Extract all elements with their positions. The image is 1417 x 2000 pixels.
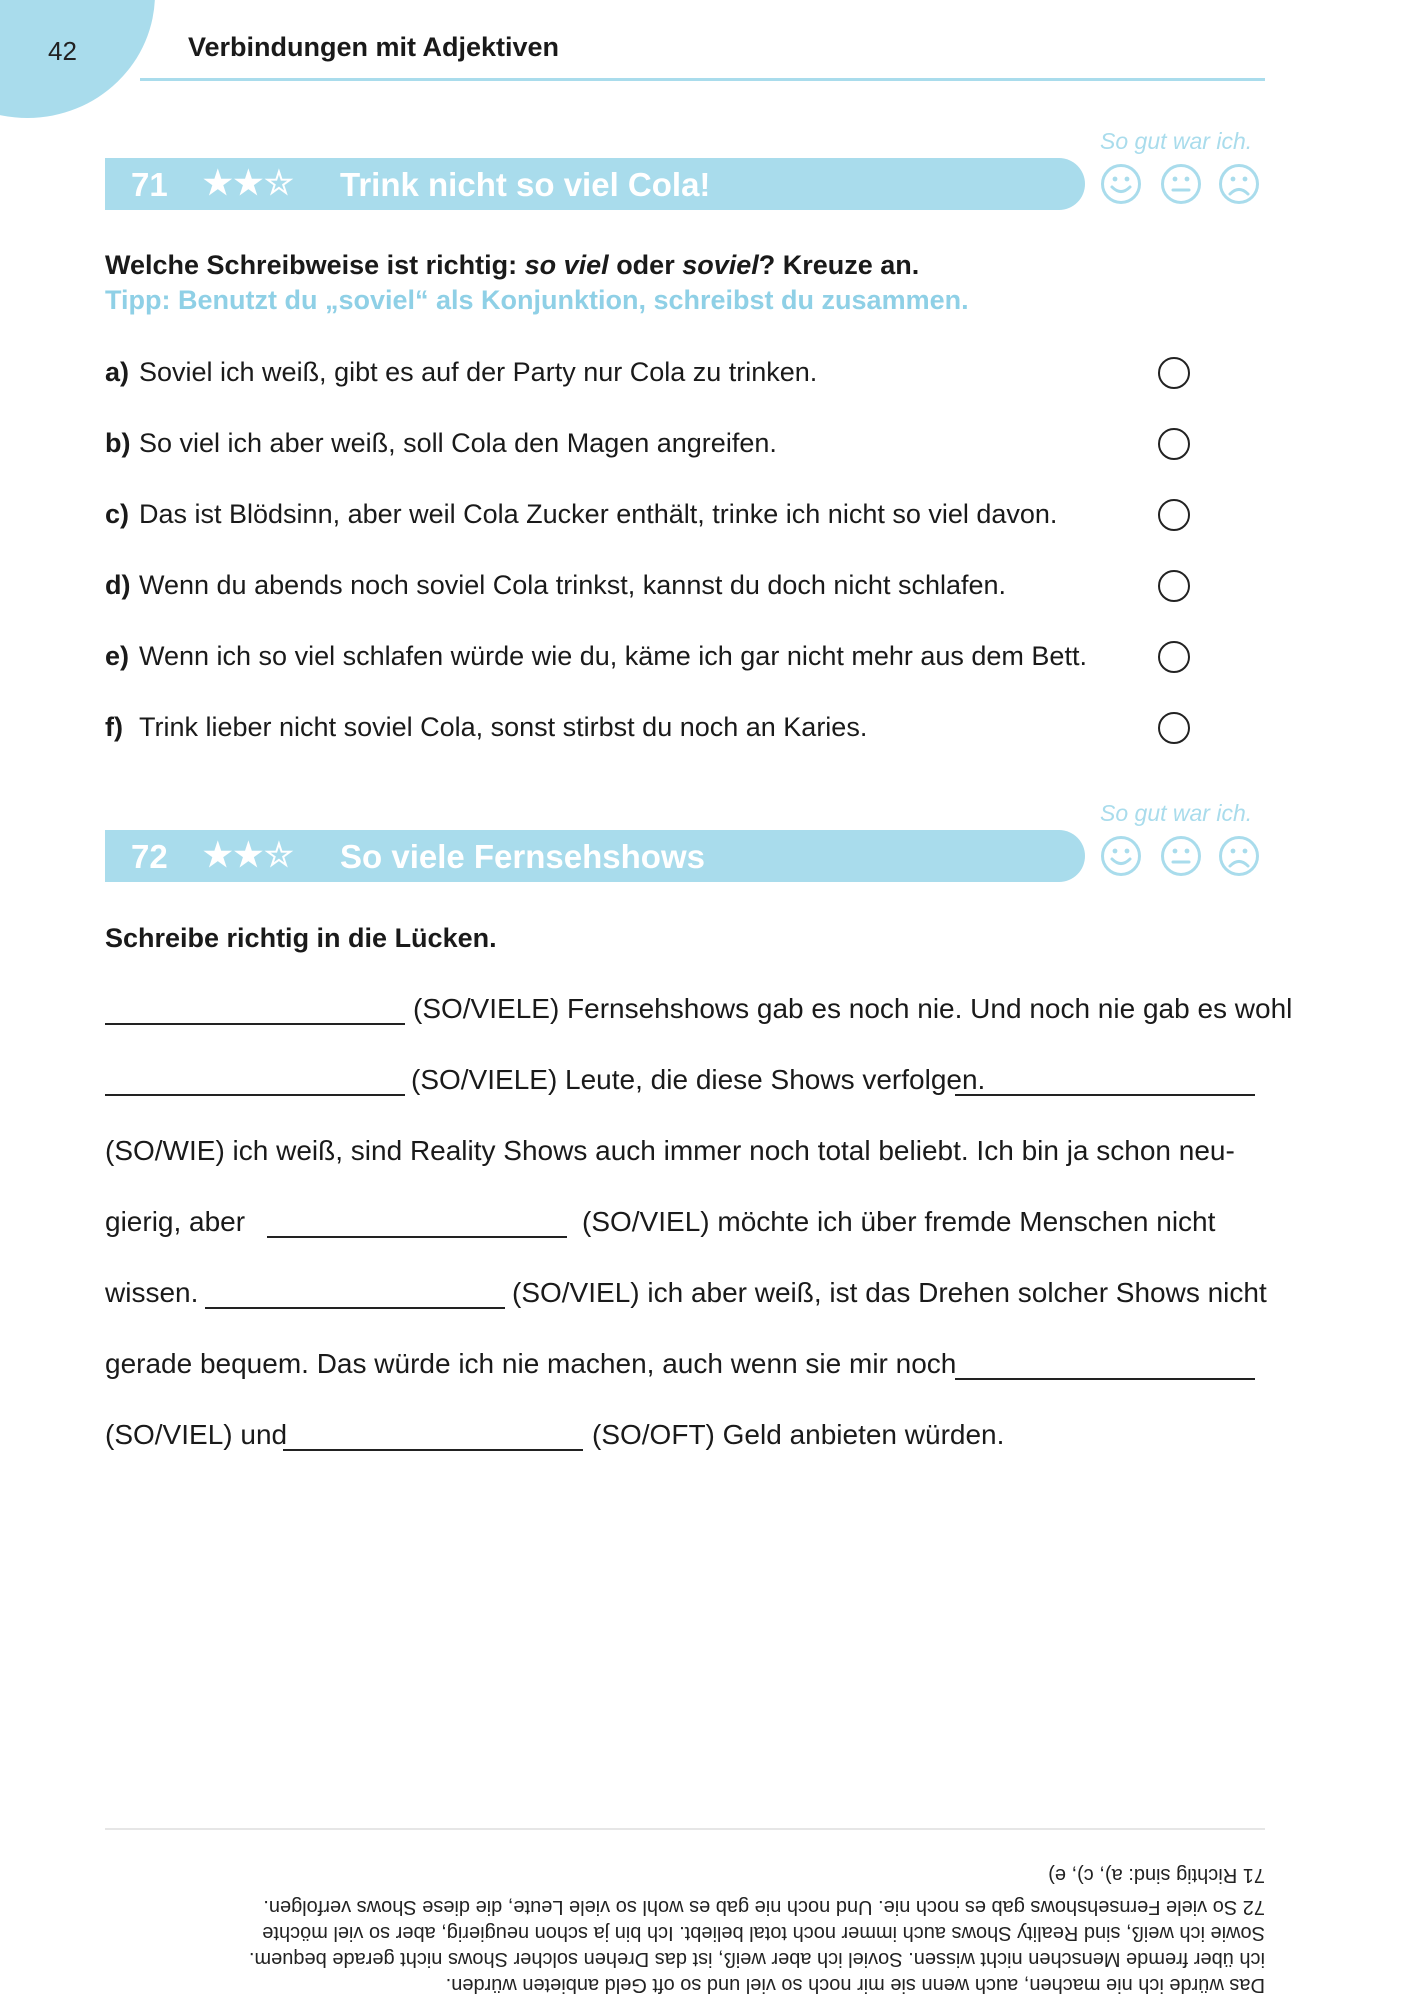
answer-checkbox-c[interactable] — [1158, 499, 1190, 531]
answer-checkbox-f[interactable] — [1158, 712, 1190, 744]
list-item: d) Wenn du abends noch soviel Cola trinkst, kannst du doch nicht schlafen. — [105, 570, 1007, 600]
blank-field-4[interactable] — [267, 1236, 567, 1238]
page-corner-circle — [0, 0, 155, 118]
sad-smiley-icon[interactable] — [1218, 163, 1260, 205]
list-item: e) Wenn ich so viel schlafen würde wie du, käme ich gar nicht mehr aus dem Bett. — [105, 641, 1087, 671]
blank-field-7[interactable] — [283, 1449, 583, 1451]
cloze-text-2: (SO/VIELE) Leute, die diese Shows verfolgen. — [411, 1064, 986, 1095]
neutral-smiley-icon[interactable] — [1160, 835, 1202, 877]
happy-smiley-icon[interactable] — [1100, 835, 1142, 877]
cloze-text-5a: wissen. — [105, 1277, 199, 1308]
task-71-tip: Tipp: Benutzt du „soviel“ als Konjunktion, schreibst du zusammen. — [105, 285, 969, 315]
cloze-text-1: (SO/VIELE) Fernsehshows gab es noch nie. Und noch nie gab es wohl — [413, 993, 1293, 1024]
task-71-header — [105, 158, 1085, 210]
cloze-text-4a: gierig, aber — [105, 1206, 246, 1237]
neutral-smiley-icon[interactable] — [1160, 163, 1202, 205]
answer-checkbox-d[interactable] — [1158, 570, 1190, 602]
cloze-text-4b: (SO/VIEL) möchte ich über fremde Menschen nicht — [582, 1206, 1216, 1237]
chapter-divider — [140, 78, 1265, 81]
cloze-text-7b: (SO/OFT) Geld anbieten würden. — [592, 1419, 1005, 1450]
task-72-header — [105, 830, 1085, 882]
rating-label-72: So gut war ich. — [1100, 800, 1253, 826]
answer-line-5: Das würde ich nie machen, auch wenn sie mir noch so viel und so oft Geld anbieten würden. — [445, 1974, 1265, 1996]
list-item: c) Das ist Blödsinn, aber weil Cola Zucker enthält, trinke ich nicht so viel davon. — [105, 499, 1058, 529]
cloze-text-6: gerade bequem. Das würde ich nie machen, auch wenn sie mir noch — [105, 1348, 957, 1379]
list-item: a) Soviel ich weiß, gibt es auf der Party nur Cola zu trinken. — [105, 357, 818, 387]
cloze-text-5b: (SO/VIEL) ich aber weiß, ist das Drehen solcher Shows nicht — [512, 1277, 1267, 1308]
list-item: b) So viel ich aber weiß, soll Cola den Magen angreifen. — [105, 428, 777, 458]
page-number: 42 — [48, 36, 77, 66]
cloze-text-3: (SO/WIE) ich weiß, sind Reality Shows auch immer noch total beliebt. Ich bin ja schon neu- — [105, 1135, 1235, 1166]
answer-checkbox-b[interactable] — [1158, 428, 1190, 460]
task-71-instruction: Welche Schreibweise ist richtig: so viel oder soviel? Kreuze an. — [105, 250, 920, 280]
answer-checkbox-a[interactable] — [1158, 357, 1190, 389]
list-item: f) Trink lieber nicht soviel Cola, sonst stirbst du noch an Karies. — [105, 712, 868, 742]
difficulty-stars: ★★☆ — [203, 836, 295, 873]
answer-divider — [105, 1828, 1265, 1830]
chapter-title: Verbindungen mit Adjektiven — [188, 32, 560, 62]
answer-line-2: 72 So viele Fernsehshows gab es noch nie. Und noch nie gab es wohl so viele Leute, die diese Shows verfolgen. — [263, 1896, 1265, 1918]
answer-line-4: ich über fremde Menschen nicht wissen. Soviel ich aber weiß, ist das Drehen solcher Shows nicht gerade bequem. — [248, 1948, 1265, 1970]
blank-field-3[interactable] — [955, 1094, 1255, 1096]
difficulty-stars: ★★☆ — [203, 164, 295, 201]
blank-field-6[interactable] — [955, 1378, 1255, 1380]
blank-field-5[interactable] — [205, 1307, 505, 1309]
rating-label-71: So gut war ich. — [1100, 128, 1253, 154]
answer-line-3: Sowie ich weiß, sind Reality Shows auch immer noch total beliebt. Ich bin ja schon neugierig, aber so viel möchte — [262, 1922, 1265, 1944]
answer-key — [105, 1838, 1265, 1998]
task-title: So viele Fernsehshows — [340, 838, 705, 875]
answer-checkbox-e[interactable] — [1158, 641, 1190, 673]
task-number: 72 — [131, 838, 168, 875]
cloze-text-7a: (SO/VIEL) und — [105, 1419, 288, 1450]
blank-field-1[interactable] — [105, 1023, 405, 1025]
happy-smiley-icon[interactable] — [1100, 163, 1142, 205]
answer-line-1: 71 Richtig sind: a), c), e) — [1048, 1864, 1265, 1886]
blank-field-2[interactable] — [105, 1094, 405, 1096]
task-72-instruction: Schreibe richtig in die Lücken. — [105, 923, 497, 953]
sad-smiley-icon[interactable] — [1218, 835, 1260, 877]
task-number: 71 — [131, 166, 168, 203]
task-title: Trink nicht so viel Cola! — [340, 166, 711, 203]
